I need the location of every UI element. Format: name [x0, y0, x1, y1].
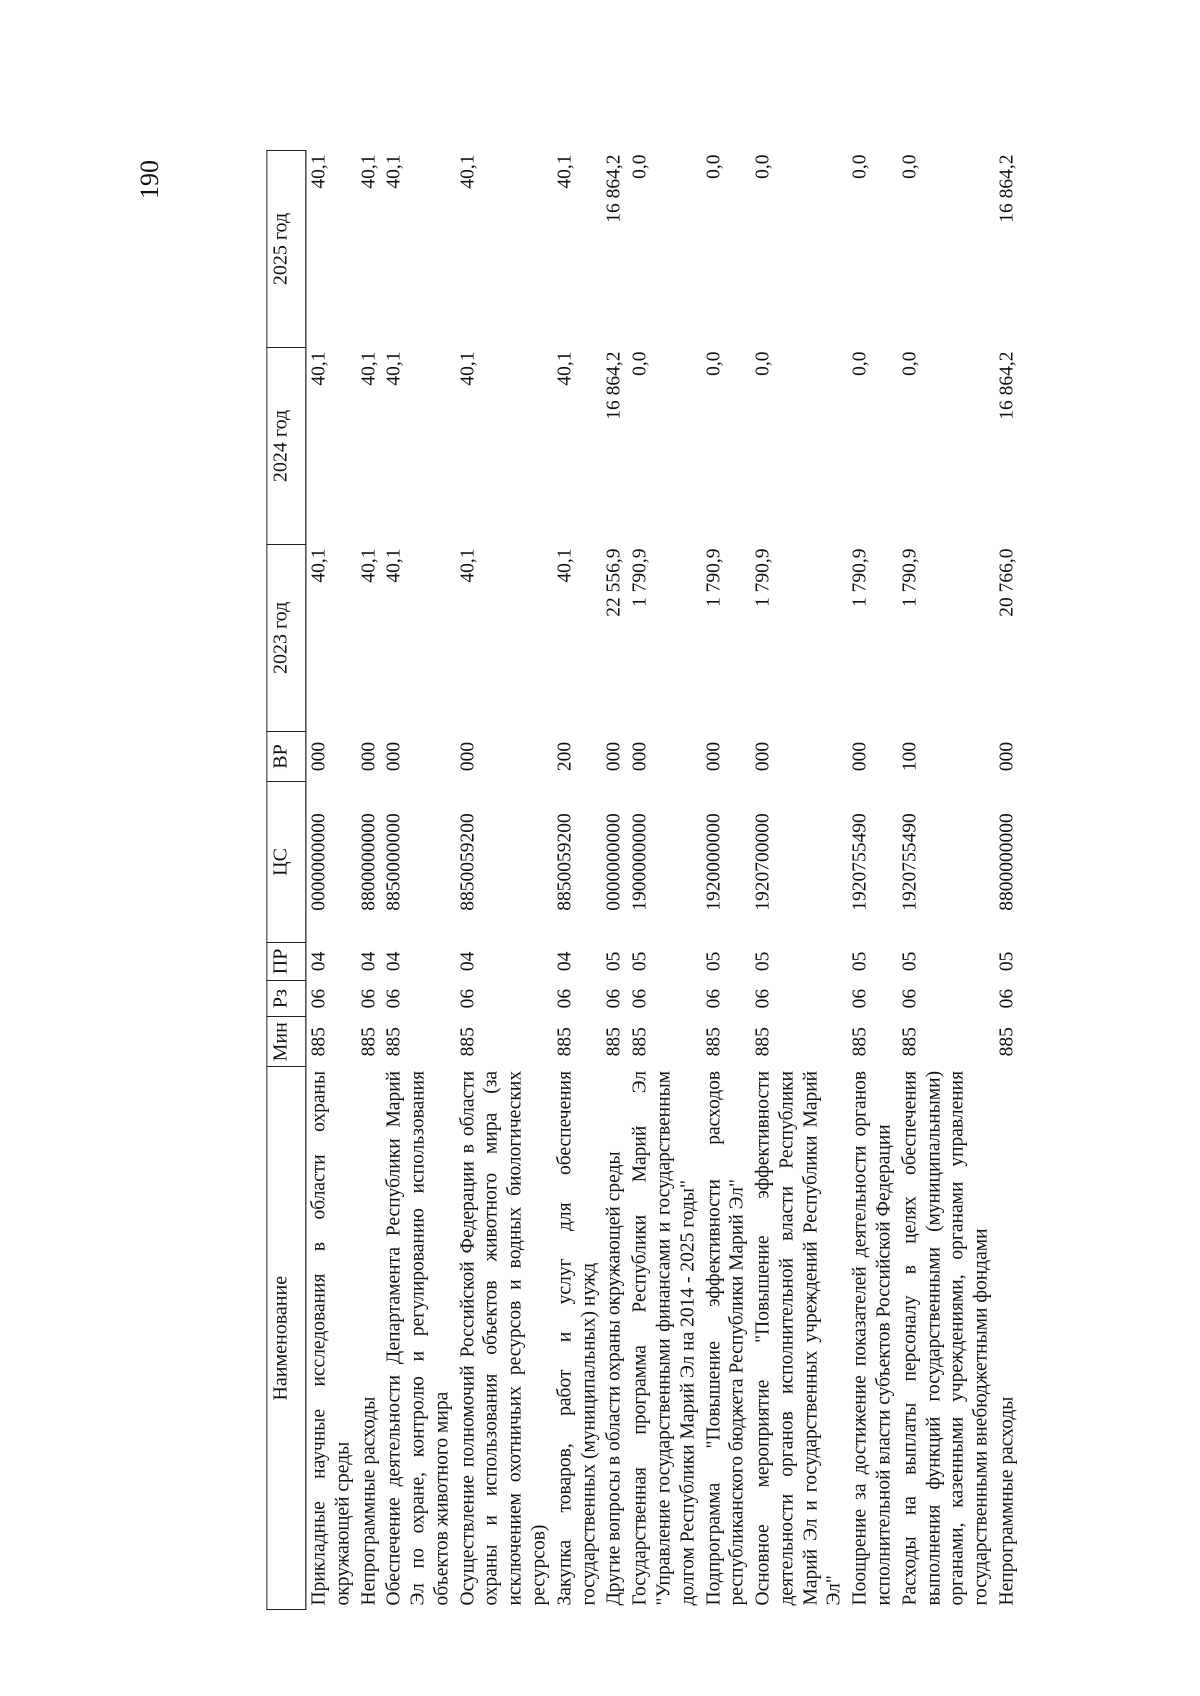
row-pr: 04 [554, 951, 576, 972]
row-name: Основное мероприятие "Повышение эффективности деятельности органов исполнительной власти Республики Марий Эл и государственных учреждений Республики Марий Эл" [752, 1070, 845, 1606]
row-pr: 05 [702, 951, 724, 972]
header-min: Мин [267, 1017, 306, 1067]
row-cs: 8850059200 [554, 813, 576, 911]
table-row [701, 151, 751, 1610]
row-value-2023: 1 790,9 [629, 548, 651, 607]
row-rz: 06 [357, 988, 379, 1009]
table-row [455, 151, 552, 1610]
row-pr: 04 [383, 951, 405, 972]
table-row [602, 151, 628, 1610]
row-value-2024: 0,0 [849, 351, 871, 376]
row-value-2024: 16 864,2 [996, 351, 1018, 420]
row-name: Непрограммные расходы [357, 1396, 379, 1606]
row-value-2024: 0,0 [752, 351, 774, 376]
row-value-2024: 0,0 [899, 351, 921, 376]
row-rz: 06 [383, 988, 405, 1009]
row-name: Закупка товаров, работ и услуг для обеспечения государственных (муниципальных) нужд [554, 1070, 599, 1606]
row-value-2024: 0,0 [629, 351, 651, 376]
row-name: Осуществление полномочий Российской Федерации в области охраны и использования объектов животного мира (за исключением охотничьих ресурсов и водных биологических ресурсов) [457, 1070, 550, 1606]
row-cs: 0000000000 [603, 813, 625, 911]
table-row [994, 151, 1020, 1610]
row-value-2024: 40,1 [308, 351, 330, 386]
row-value-2025: 40,1 [383, 154, 405, 189]
row-name: Подпрограмма "Повышение эффективности расходов республиканского бюджета Республики Марий Эл" [702, 1070, 748, 1606]
row-pr: 05 [603, 951, 625, 972]
row-pr: 05 [899, 951, 921, 972]
row-vr: 200 [554, 741, 576, 772]
table-row [306, 151, 356, 1610]
row-rz: 06 [996, 988, 1018, 1009]
row-min: 885 [996, 1027, 1018, 1057]
page-number: 190 [135, 160, 164, 199]
row-rz: 06 [603, 988, 625, 1009]
row-value-2025: 16 864,2 [603, 154, 625, 223]
row-vr: 000 [849, 741, 871, 772]
row-vr: 000 [996, 741, 1018, 772]
row-name: Поощрение за достижение показателей деятельности органов исполнительной власти субъектов Российской Федерации [849, 1070, 895, 1606]
row-vr: 000 [629, 741, 651, 772]
row-pr: 04 [457, 951, 479, 972]
header-pr: ПР [267, 942, 306, 980]
row-rz: 06 [849, 988, 871, 1009]
row-cs: 8850059200 [457, 813, 479, 911]
table-row [897, 151, 994, 1610]
row-name: Расходы на выплаты персоналу в целях обеспечения выполнения функций государственными (муниципальными) органами, казенными учреждениями, органами управления государственными внебюджетными фондами [899, 1070, 992, 1606]
row-name: Прикладные научные исследования в области охраны окружающей среды [308, 1070, 354, 1606]
row-min: 885 [383, 1027, 405, 1057]
row-value-2025: 0,0 [899, 154, 921, 179]
row-vr: 100 [899, 741, 921, 772]
row-value-2023: 40,1 [457, 548, 479, 583]
row-cs: 8850000000 [383, 813, 405, 911]
row-value-2025: 0,0 [629, 154, 651, 179]
row-rz: 06 [629, 988, 651, 1009]
header-rz: Рз [267, 981, 306, 1017]
row-vr: 000 [308, 741, 330, 772]
table-row [750, 151, 847, 1610]
row-min: 885 [603, 1027, 625, 1057]
budget-table [266, 150, 1020, 1610]
row-rz: 06 [554, 988, 576, 1009]
row-value-2025: 40,1 [308, 154, 330, 189]
row-cs: 0000000000 [308, 813, 330, 911]
table-header [267, 151, 306, 1610]
row-value-2024: 0,0 [702, 351, 724, 376]
row-min: 885 [629, 1027, 651, 1057]
row-pr: 04 [308, 951, 330, 972]
row-cs: 1920755490 [899, 813, 921, 911]
row-rz: 06 [457, 988, 479, 1009]
row-value-2023: 22 556,9 [603, 548, 625, 617]
row-value-2023: 1 790,9 [752, 548, 774, 607]
row-min: 885 [849, 1027, 871, 1057]
row-vr: 000 [603, 741, 625, 772]
header-name: Наименование [267, 1067, 306, 1610]
row-rz: 06 [899, 988, 921, 1009]
row-value-2023: 1 790,9 [849, 548, 871, 607]
row-value-2025: 40,1 [357, 154, 379, 189]
header-2023: 2023 год [267, 544, 306, 731]
row-value-2024: 40,1 [357, 351, 379, 386]
row-pr: 05 [629, 951, 651, 972]
row-cs: 1920000000 [702, 813, 724, 911]
table-row [382, 151, 455, 1610]
row-min: 885 [357, 1027, 379, 1057]
header-2024: 2024 год [267, 348, 306, 545]
row-cs: 8800000000 [357, 813, 379, 911]
row-min: 885 [554, 1027, 576, 1057]
row-value-2025: 16 864,2 [996, 154, 1018, 223]
row-min: 885 [752, 1027, 774, 1057]
row-vr: 000 [702, 741, 724, 772]
row-value-2025: 0,0 [702, 154, 724, 179]
row-pr: 05 [996, 951, 1018, 972]
row-name: Государственная программа Республики Марий Эл "Управление государственными финансами и государственным долгом Республики Марий Эл на 2014 - 2025 годы" [629, 1070, 699, 1606]
row-value-2024: 16 864,2 [603, 351, 625, 420]
row-min: 885 [702, 1027, 724, 1057]
row-rz: 06 [702, 988, 724, 1009]
table-row [356, 151, 382, 1610]
row-name: Непрограммные расходы [996, 1396, 1018, 1606]
header-cs: ЦС [267, 782, 306, 943]
row-cs: 1920755490 [849, 813, 871, 911]
row-pr: 04 [357, 951, 379, 972]
header-2025: 2025 год [267, 151, 306, 348]
row-cs: 1900000000 [629, 813, 651, 911]
row-value-2024: 40,1 [383, 351, 405, 386]
row-value-2025: 40,1 [457, 154, 479, 189]
row-name: Обеспечение деятельности Департамента Республики Марий Эл по охране, контролю и регулированию использования объектов животного мира [383, 1070, 453, 1606]
row-value-2023: 1 790,9 [899, 548, 921, 607]
table-row [552, 151, 602, 1610]
table-body [306, 151, 1020, 1610]
table-row [848, 151, 898, 1610]
row-value-2023: 40,1 [554, 548, 576, 583]
header-vr: ВР [267, 731, 306, 781]
table-row [628, 151, 701, 1610]
row-vr: 000 [383, 741, 405, 772]
row-vr: 000 [357, 741, 379, 772]
row-value-2023: 40,1 [357, 548, 379, 583]
row-pr: 05 [849, 951, 871, 972]
row-min: 885 [457, 1027, 479, 1057]
row-value-2023: 20 766,0 [996, 548, 1018, 617]
row-value-2025: 40,1 [554, 154, 576, 189]
row-rz: 06 [308, 988, 330, 1009]
row-rz: 06 [752, 988, 774, 1009]
row-min: 885 [308, 1027, 330, 1057]
row-value-2025: 0,0 [752, 154, 774, 179]
row-vr: 000 [457, 741, 479, 772]
row-value-2023: 40,1 [383, 548, 405, 583]
row-vr: 000 [752, 741, 774, 772]
row-pr: 05 [752, 951, 774, 972]
row-value-2023: 40,1 [308, 548, 330, 583]
row-cs: 8800000000 [996, 813, 1018, 911]
row-min: 885 [899, 1027, 921, 1057]
row-cs: 1920700000 [752, 813, 774, 911]
row-value-2025: 0,0 [849, 154, 871, 179]
row-value-2024: 40,1 [457, 351, 479, 386]
row-value-2023: 1 790,9 [702, 548, 724, 607]
row-name: Другие вопросы в области охраны окружающей среды [603, 1151, 625, 1606]
row-value-2024: 40,1 [554, 351, 576, 386]
